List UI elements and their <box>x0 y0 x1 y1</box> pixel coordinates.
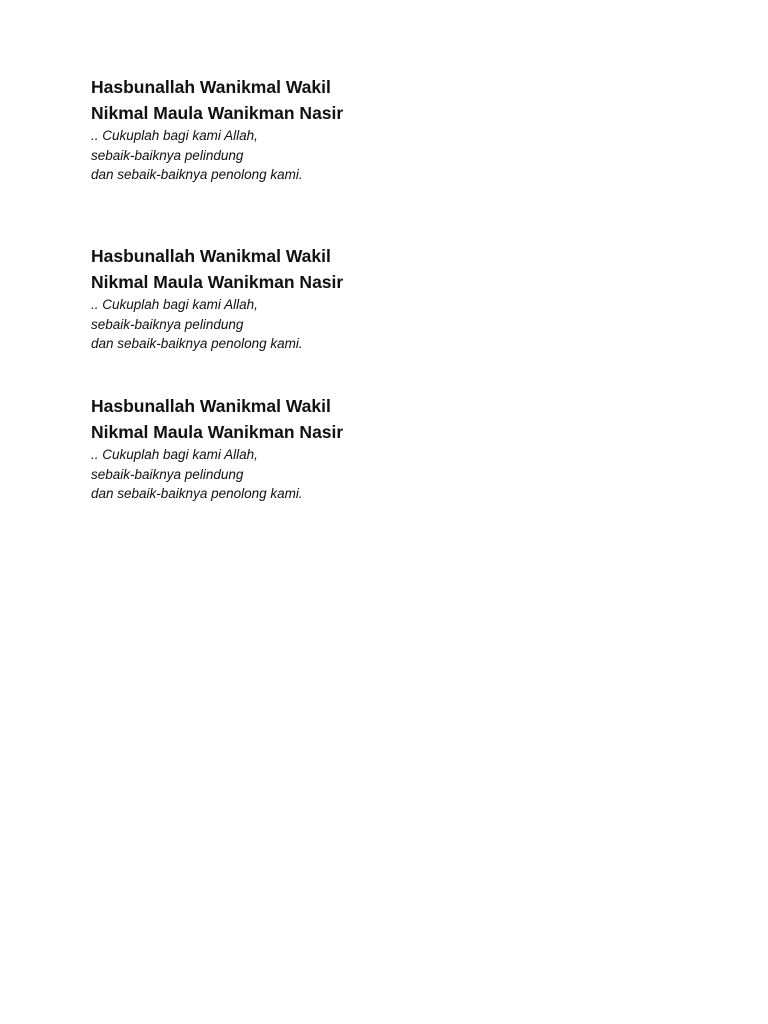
block-title-line-1: Hasbunallah Wanikmal Wakil <box>91 246 331 266</box>
block-title-line-2: Nikmal Maula Wanikman Nasir <box>91 272 344 292</box>
text-block-1 <box>91 74 691 185</box>
block-verse-line-1: .. Cukuplah bagi kami Allah, <box>91 297 258 312</box>
text-block-2 <box>91 243 691 354</box>
block-title-line-2: Nikmal Maula Wanikman Nasir <box>91 422 344 442</box>
block-verse-line-2: sebaik-baiknya pelindung <box>91 316 244 332</box>
block-verse-line-3: dan sebaik-baiknya penolong kami. <box>91 336 303 351</box>
block-title-line-2: Nikmal Maula Wanikman Nasir <box>91 103 344 123</box>
block-verse-line-3: dan sebaik-baiknya penolong kami. <box>91 486 303 501</box>
block-verse-line-1: .. Cukuplah bagi kami Allah, <box>91 447 258 462</box>
block-verse-line-3: dan sebaik-baiknya penolong kami. <box>91 167 303 182</box>
block-verse-line-2: sebaik-baiknya pelindung <box>91 466 244 482</box>
text-block-3 <box>91 393 691 504</box>
block-title-line-1: Hasbunallah Wanikmal Wakil <box>91 396 331 416</box>
block-title-line-1: Hasbunallah Wanikmal Wakil <box>91 77 331 97</box>
block-verse-line-1: .. Cukuplah bagi kami Allah, <box>91 128 258 143</box>
block-verse-line-2: sebaik-baiknya pelindung <box>91 147 244 163</box>
